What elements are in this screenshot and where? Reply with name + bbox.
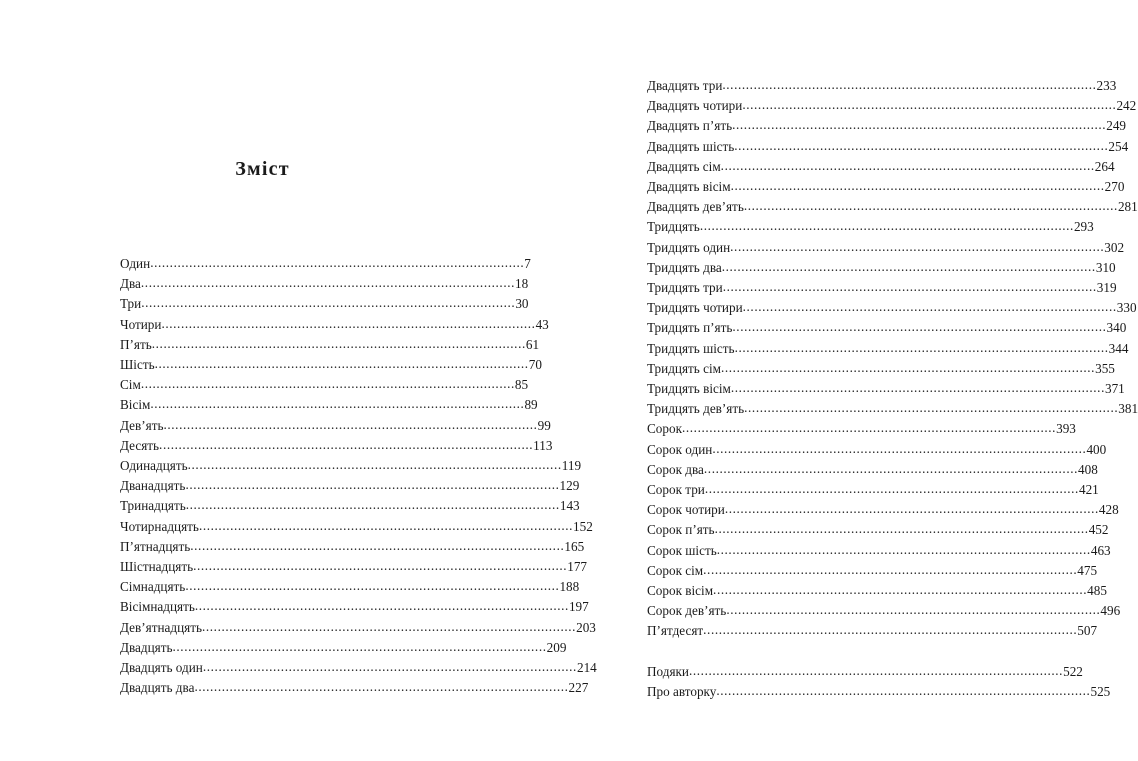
toc-entry[interactable] <box>647 500 1119 520</box>
toc-entry[interactable] <box>120 315 549 335</box>
toc-entry[interactable] <box>647 258 1116 278</box>
toc-entry[interactable] <box>120 375 529 395</box>
toc-entry-page-number: 408 <box>1078 461 1098 477</box>
toc-leader-dots: ................................................................................................ <box>743 198 1118 214</box>
toc-leader-dots: ................................................................................................ <box>141 295 516 311</box>
toc-entry[interactable] <box>120 517 593 537</box>
toc-entry[interactable] <box>647 682 1111 702</box>
toc-entry-label: П’ятдесят <box>647 623 704 639</box>
toc-leader-dots: ................................................................................................ <box>703 622 1078 638</box>
toc-entry-page-number: 270 <box>1104 179 1125 195</box>
toc-entry-label: Десять <box>120 437 160 453</box>
toc-leader-dots: ................................................................................................ <box>161 315 536 331</box>
toc-entry-page-number: 310 <box>1095 259 1116 275</box>
toc-entry-label: Сім <box>120 377 141 393</box>
toc-entry[interactable] <box>120 476 580 496</box>
toc-entry-list-left <box>120 254 597 698</box>
toc-entry-page-number: 30 <box>515 296 529 312</box>
toc-entry-page-number: 393 <box>1056 421 1076 437</box>
toc-entry-label: Шість <box>120 357 155 373</box>
toc-entry-label: Сорок <box>647 421 682 437</box>
toc-entry[interactable] <box>120 456 582 476</box>
toc-entry-page-number: 381 <box>1118 401 1138 417</box>
toc-entry-label: Вісімнадцять <box>120 599 195 615</box>
toc-leader-dots: ................................................................................................ <box>721 258 1096 274</box>
toc-entry-label: Два <box>120 276 141 292</box>
toc-entry-label: Двадцять сім <box>647 158 721 174</box>
toc-entry[interactable] <box>647 76 1117 96</box>
toc-entry-label: Сорок вісім <box>647 583 714 599</box>
toc-entry-page-number: 177 <box>567 559 587 575</box>
toc-entry-page-number: 355 <box>1095 360 1115 376</box>
toc-entry-page-number: 129 <box>559 478 580 494</box>
toc-entry-page-number: 143 <box>559 498 580 514</box>
toc-entry-label: Чотири <box>120 316 162 332</box>
toc-entry-label: Тридцять сім <box>647 360 721 376</box>
toc-entry-page-number: 525 <box>1090 683 1111 699</box>
toc-leader-dots: ................................................................................................ <box>714 521 1089 537</box>
toc-entry[interactable] <box>647 419 1076 439</box>
toc-entry[interactable] <box>120 577 580 597</box>
toc-leader-dots: ................................................................................................ <box>150 255 525 270</box>
toc-entry-page-number: 496 <box>1100 603 1121 619</box>
toc-entry-label: Один <box>120 256 151 271</box>
toc-leader-dots: ................................................................................................ <box>703 561 1078 577</box>
toc-entry[interactable] <box>647 298 1137 318</box>
toc-leader-dots: ................................................................................................ <box>722 279 1097 295</box>
toc-entry-label: Три <box>120 296 142 312</box>
toc-leader-dots: ................................................................................................ <box>732 319 1107 335</box>
toc-leader-dots: ................................................................................................ <box>185 497 560 513</box>
toc-leader-dots: ................................................................................................ <box>140 376 515 392</box>
toc-entry-page-number: 99 <box>537 417 551 433</box>
toc-leader-dots: ................................................................................................ <box>732 117 1107 133</box>
toc-entry[interactable] <box>647 460 1098 480</box>
toc-entry[interactable] <box>647 96 1137 116</box>
toc-leader-dots: ................................................................................................ <box>190 537 565 553</box>
toc-entry-label: Двадцять один <box>120 660 203 676</box>
toc-leader-dots: ................................................................................................ <box>734 137 1109 153</box>
toc-entry-label: Сорок три <box>647 482 705 498</box>
toc-entry-label: Двадцять два <box>120 680 195 696</box>
toc-entry[interactable] <box>647 541 1111 561</box>
toc-leader-dots: ................................................................................................ <box>172 638 547 654</box>
toc-entry[interactable] <box>647 662 1083 682</box>
toc-entry-label: Чотирнадцять <box>120 518 199 534</box>
toc-entry-label: Одинадцять <box>120 458 188 474</box>
toc-entry-page-number: 7 <box>524 256 531 271</box>
toc-leader-dots: ................................................................................................ <box>724 501 1099 517</box>
toc-entry-page-number: 197 <box>568 599 589 615</box>
toc-entry-page-number: 340 <box>1106 320 1127 336</box>
toc-leader-dots: ................................................................................................ <box>163 416 538 432</box>
toc-entry-page-number: 319 <box>1096 280 1117 296</box>
toc-entry[interactable] <box>647 561 1098 581</box>
toc-leader-dots: ................................................................................................ <box>194 598 569 614</box>
toc-entry[interactable] <box>647 157 1115 177</box>
toc-entry-page-number: 281 <box>1117 199 1138 215</box>
toc-entry[interactable] <box>647 399 1138 419</box>
toc-entry[interactable] <box>120 678 589 698</box>
toc-entry[interactable] <box>120 395 538 415</box>
toc-entry[interactable] <box>120 537 585 557</box>
toc-entry[interactable] <box>647 197 1138 217</box>
toc-entry-label: Шістнадцять <box>120 559 194 575</box>
toc-leader-dots: ................................................................................................ <box>154 356 529 372</box>
toc-entry-page-number: 119 <box>561 458 582 474</box>
toc-entry-page-number: 18 <box>515 276 529 292</box>
toc-entry-page-number: 330 <box>1116 300 1137 316</box>
toc-entry[interactable] <box>647 440 1107 460</box>
right-page-column <box>525 0 1138 761</box>
toc-entry[interactable] <box>647 318 1127 338</box>
toc-entry[interactable] <box>120 274 529 294</box>
toc-entry[interactable] <box>647 339 1129 359</box>
toc-entry-page-number: 85 <box>514 377 529 393</box>
toc-entry[interactable] <box>120 618 596 638</box>
toc-leader-dots: ................................................................................................ <box>140 275 516 291</box>
toc-entry-page-number: 43 <box>535 316 549 332</box>
toc-entry-label: Сорок один <box>647 441 713 457</box>
toc-entry-page-number: 293 <box>1073 219 1094 235</box>
toc-entry-label: Тринадцять <box>120 498 186 514</box>
toc-entry-label: Двадцять <box>120 639 173 655</box>
toc-entry-label: Тридцять вісім <box>647 381 731 397</box>
toc-entry-page-number: 113 <box>533 437 553 453</box>
page-title: Зміст <box>235 158 290 180</box>
toc-entry[interactable] <box>120 335 540 355</box>
toc-entry[interactable] <box>647 116 1126 136</box>
toc-leader-dots: ................................................................................................ <box>713 582 1088 598</box>
toc-entry[interactable] <box>647 601 1121 621</box>
toc-leader-dots: ................................................................................................ <box>699 218 1074 234</box>
toc-leader-dots: ................................................................................................ <box>185 578 560 594</box>
toc-entry[interactable] <box>120 557 587 577</box>
toc-leader-dots: ................................................................................................ <box>688 662 1064 678</box>
toc-entry[interactable] <box>647 520 1109 540</box>
toc-entry[interactable] <box>647 359 1115 379</box>
toc-entry-page-number: 507 <box>1077 623 1098 639</box>
toc-leader-dots: ................................................................................................ <box>730 178 1105 194</box>
toc-leader-dots: ................................................................................................ <box>720 157 1095 173</box>
toc-entry-page-number: 70 <box>528 357 542 373</box>
toc-entry-label: Дев’ять <box>120 417 164 433</box>
toc-entry-label: Двадцять шість <box>647 138 735 154</box>
toc-leader-dots: ................................................................................................ <box>681 420 1057 436</box>
toc-entry-label: Сорок сім <box>647 562 704 578</box>
toc-entry-label: Тридцять п’ять <box>647 320 733 336</box>
toc-entry-label: Тридцять чотири <box>647 300 743 316</box>
toc-entry[interactable] <box>647 177 1125 197</box>
toc-leader-dots: ................................................................................................ <box>202 659 577 675</box>
toc-entry-page-number: 371 <box>1104 381 1125 397</box>
toc-entry-label: Тридцять дев’ять <box>647 401 745 417</box>
toc-entry-page-number: 227 <box>568 680 589 696</box>
toc-entry-page-number: 214 <box>576 660 597 676</box>
toc-leader-dots: ................................................................................................ <box>744 400 1119 416</box>
toc-entry-page-number: 475 <box>1077 562 1098 578</box>
toc-leader-dots: ................................................................................................ <box>720 359 1096 375</box>
toc-leader-dots: ................................................................................................ <box>730 380 1105 396</box>
toc-entry-label: Про авторку <box>647 683 717 699</box>
toc-leader-dots: ................................................................................................ <box>712 440 1087 456</box>
toc-entry-label: Двадцять чотири <box>647 98 743 114</box>
toc-entry[interactable] <box>120 597 589 617</box>
toc-entry-page-number: 428 <box>1098 502 1119 518</box>
toc-entry-label: Сорок п’ять <box>647 522 715 538</box>
toc-entry[interactable] <box>120 496 580 516</box>
toc-entry[interactable] <box>120 638 567 658</box>
toc-entry-page-number: 264 <box>1094 158 1115 174</box>
toc-entry-page-number: 485 <box>1087 583 1107 599</box>
toc-entry-page-number: 188 <box>559 579 580 595</box>
toc-entry-label: Вісім <box>120 397 151 413</box>
toc-entry[interactable] <box>120 254 531 274</box>
toc-entry-label: Тридцять три <box>647 280 723 296</box>
toc-entry-label: Сорок два <box>647 461 704 477</box>
toc-leader-dots: ................................................................................................ <box>742 299 1117 315</box>
toc-entry[interactable] <box>647 137 1129 157</box>
toc-entry-label: Тридцять один <box>647 239 731 255</box>
toc-leader-dots: ................................................................................................ <box>734 339 1109 355</box>
toc-leader-dots: ................................................................................................ <box>704 481 1079 497</box>
toc-leader-dots: ................................................................................................ <box>726 602 1101 618</box>
toc-entry-page-number: 344 <box>1108 340 1129 356</box>
toc-entry-page-number: 249 <box>1106 118 1126 134</box>
toc-leader-dots: ................................................................................................ <box>703 460 1079 476</box>
toc-entry-page-number: 463 <box>1090 542 1111 558</box>
toc-entry-label: Двадцять три <box>647 78 723 93</box>
toc-leader-dots: ................................................................................................ <box>159 436 534 452</box>
toc-leader-dots: ................................................................................................ <box>194 679 569 695</box>
toc-entry[interactable] <box>647 581 1107 601</box>
toc-entry-label: Двадцять дев’ять <box>647 199 744 215</box>
toc-leader-dots: ................................................................................................ <box>193 558 568 574</box>
toc-entry[interactable] <box>120 355 542 375</box>
toc-leader-dots: ................................................................................................ <box>151 335 526 351</box>
toc-entry[interactable] <box>120 294 529 314</box>
section-gap <box>647 642 929 662</box>
toc-entry-page-number: 452 <box>1088 522 1109 538</box>
toc-entry-label: Двадцять вісім <box>647 179 731 195</box>
toc-entry-label: Дев’ятнадцять <box>120 619 202 635</box>
toc-entry-label: П’ять <box>120 336 152 352</box>
toc-entry[interactable] <box>647 278 1117 298</box>
toc-entry-label: Тридцять два <box>647 259 722 275</box>
toc-leader-dots: ................................................................................................ <box>730 238 1105 254</box>
toc-entry-label: Сорок чотири <box>647 502 725 518</box>
toc-entry[interactable] <box>120 658 597 678</box>
toc-leader-dots: ................................................................................................ <box>742 97 1117 113</box>
toc-leader-dots: ................................................................................................ <box>185 477 560 493</box>
toc-entry-label: Подяки <box>647 663 689 679</box>
toc-entry-label: Двадцять п’ять <box>647 118 733 134</box>
toc-entry-page-number: 203 <box>576 619 596 635</box>
toc-entry[interactable] <box>647 238 1125 258</box>
toc-entry[interactable] <box>647 480 1099 500</box>
toc-entry-page-number: 242 <box>1116 98 1137 114</box>
toc-entry-list-right <box>647 76 1138 702</box>
toc-entry-label: Тридцять <box>647 219 700 235</box>
toc-entry-page-number: 165 <box>564 538 585 554</box>
toc-entry-page-number: 209 <box>546 639 567 655</box>
toc-entry-page-number: 254 <box>1108 138 1129 154</box>
toc-leader-dots: ................................................................................................ <box>187 457 562 473</box>
toc-entry-label: Сорок шість <box>647 542 717 558</box>
toc-entry-label: Дванадцять <box>120 478 186 494</box>
toc-entry-page-number: 61 <box>525 336 540 352</box>
toc-entry[interactable] <box>647 217 1094 237</box>
toc-entry[interactable] <box>647 621 1098 641</box>
toc-entry-label: Сімнадцять <box>120 579 186 595</box>
toc-entry-page-number: 522 <box>1063 663 1083 679</box>
toc-entry-page-number: 233 <box>1096 78 1117 93</box>
toc-leader-dots: ................................................................................................ <box>201 618 577 634</box>
toc-entry-page-number: 152 <box>573 518 593 534</box>
toc-entry[interactable] <box>120 436 553 456</box>
toc-leader-dots: ................................................................................................ <box>716 682 1091 698</box>
toc-entry-label: П’ятнадцять <box>120 538 191 554</box>
toc-entry-page-number: 89 <box>524 397 538 413</box>
toc-leader-dots: ................................................................................................ <box>150 396 525 412</box>
toc-entry[interactable] <box>120 416 551 436</box>
toc-entry[interactable] <box>647 379 1125 399</box>
toc-entry-page-number: 302 <box>1104 239 1125 255</box>
toc-leader-dots: ................................................................................................ <box>716 541 1091 557</box>
toc-entry-label: Сорок дев’ять <box>647 603 727 619</box>
toc-entry-label: Тридцять шість <box>647 340 735 356</box>
toc-leader-dots: ................................................................................................ <box>198 517 574 533</box>
toc-leader-dots: ................................................................................................ <box>722 77 1097 92</box>
toc-entry-page-number: 421 <box>1078 482 1099 498</box>
toc-entry-page-number: 400 <box>1086 441 1107 457</box>
